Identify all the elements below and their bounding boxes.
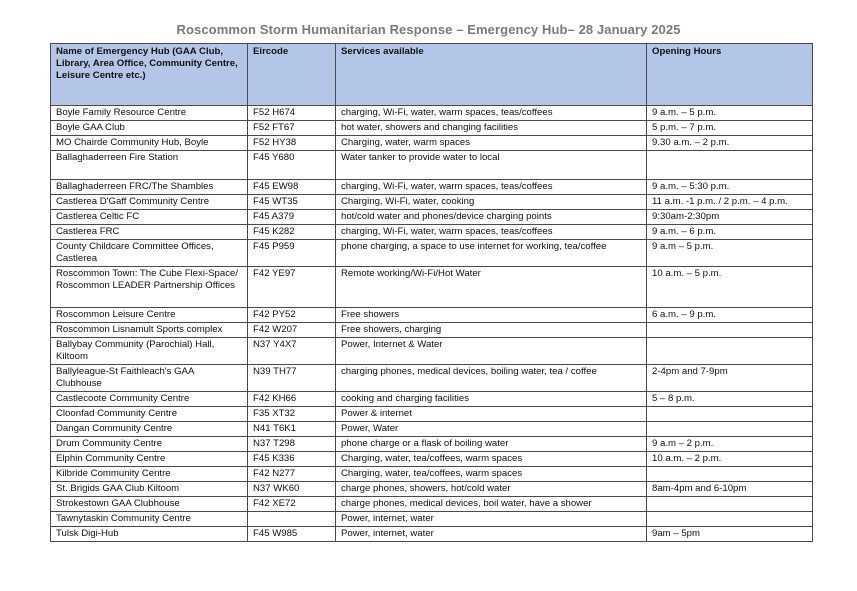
hub-name-cell: Ballaghaderreen FRC/The Shambles bbox=[51, 180, 248, 195]
eircode-cell: F42 PY52 bbox=[248, 308, 336, 323]
eircode-cell: F42 YE97 bbox=[248, 267, 336, 308]
opening-hours-cell bbox=[647, 497, 813, 512]
services-cell: Free showers, charging bbox=[336, 323, 647, 338]
table-row bbox=[51, 512, 813, 527]
table-row bbox=[51, 240, 813, 267]
hub-name-cell: MO Chairde Community Hub, Boyle bbox=[51, 136, 248, 151]
services-cell: Power & internet bbox=[336, 407, 647, 422]
table-row bbox=[51, 323, 813, 338]
services-cell: Power, internet, water bbox=[336, 527, 647, 542]
hub-name-cell: Castlerea FRC bbox=[51, 225, 248, 240]
opening-hours-cell: 8am-4pm and 6-10pm bbox=[647, 482, 813, 497]
services-cell: charging phones, medical devices, boiling water, tea / coffee bbox=[336, 365, 647, 392]
opening-hours-cell bbox=[647, 338, 813, 365]
header-opening-hours: Opening Hours bbox=[647, 44, 813, 106]
opening-hours-cell: 9 a.m – 5 p.m. bbox=[647, 240, 813, 267]
table-row bbox=[51, 267, 813, 308]
table-body bbox=[51, 106, 813, 542]
hub-name-cell: St. Brigids GAA Club Kiltoom bbox=[51, 482, 248, 497]
table-row bbox=[51, 497, 813, 512]
table-row bbox=[51, 210, 813, 225]
services-cell: phone charging, a space to use internet for working, tea/coffee bbox=[336, 240, 647, 267]
services-cell: hot water, showers and changing facilities bbox=[336, 121, 647, 136]
table-row bbox=[51, 527, 813, 542]
eircode-cell: F35 XT32 bbox=[248, 407, 336, 422]
hub-name-cell: Drum Community Centre bbox=[51, 437, 248, 452]
services-cell: Water tanker to provide water to local bbox=[336, 151, 647, 180]
opening-hours-cell bbox=[647, 512, 813, 527]
opening-hours-cell: 10 a.m. – 2 p.m. bbox=[647, 452, 813, 467]
services-cell: Remote working/Wi-Fi/Hot Water bbox=[336, 267, 647, 308]
hub-name-cell: Boyle Family Resource Centre bbox=[51, 106, 248, 121]
eircode-cell: F52 H674 bbox=[248, 106, 336, 121]
table-row bbox=[51, 195, 813, 210]
table-row bbox=[51, 437, 813, 452]
hub-name-cell: Elphin Community Centre bbox=[51, 452, 248, 467]
eircode-cell: F45 EW98 bbox=[248, 180, 336, 195]
services-cell: Charging, water, warm spaces bbox=[336, 136, 647, 151]
hub-name-cell: Cloonfad Community Centre bbox=[51, 407, 248, 422]
services-cell: charging, Wi-Fi, water, warm spaces, teas/coffees bbox=[336, 225, 647, 240]
hub-name-cell: Dangan Community Centre bbox=[51, 422, 248, 437]
eircode-cell: F42 XE72 bbox=[248, 497, 336, 512]
eircode-cell: F45 WT35 bbox=[248, 195, 336, 210]
opening-hours-cell: 9am – 5pm bbox=[647, 527, 813, 542]
table-header bbox=[51, 44, 813, 106]
eircode-cell: N39 TH77 bbox=[248, 365, 336, 392]
opening-hours-cell: 6 a.m. – 9 p.m. bbox=[647, 308, 813, 323]
services-cell: charge phones, showers, hot/cold water bbox=[336, 482, 647, 497]
eircode-cell: F42 W207 bbox=[248, 323, 336, 338]
hub-name-cell: Ballyleague-St Faithleach's GAA Clubhouse bbox=[51, 365, 248, 392]
hub-name-cell: Boyle GAA Club bbox=[51, 121, 248, 136]
table-row bbox=[51, 136, 813, 151]
opening-hours-cell: 2-4pm and 7-9pm bbox=[647, 365, 813, 392]
table-row bbox=[51, 308, 813, 323]
opening-hours-cell: 5 – 8 p.m. bbox=[647, 392, 813, 407]
hub-name-cell: Strokestown GAA Clubhouse bbox=[51, 497, 248, 512]
table-row bbox=[51, 365, 813, 392]
services-cell: hot/cold water and phones/device charging points bbox=[336, 210, 647, 225]
table-row bbox=[51, 467, 813, 482]
hub-name-cell: Castlerea Celtic FC bbox=[51, 210, 248, 225]
hub-name-cell: Kilbride Community Centre bbox=[51, 467, 248, 482]
table-row bbox=[51, 121, 813, 136]
eircode-cell: N37 T298 bbox=[248, 437, 336, 452]
opening-hours-cell: 9 a.m. – 5 p.m. bbox=[647, 106, 813, 121]
eircode-cell: F45 K336 bbox=[248, 452, 336, 467]
opening-hours-cell bbox=[647, 467, 813, 482]
header-eircode: Eircode bbox=[248, 44, 336, 106]
header-hub-name: Name of Emergency Hub (GAA Club, Library, Area Office, Community Centre, Leisure Centre etc.) bbox=[51, 44, 248, 106]
services-cell: Free showers bbox=[336, 308, 647, 323]
hub-name-cell: Castlecoote Community Centre bbox=[51, 392, 248, 407]
eircode-cell: F45 Y680 bbox=[248, 151, 336, 180]
eircode-cell: F45 P959 bbox=[248, 240, 336, 267]
opening-hours-cell: 10 a.m. – 5 p.m. bbox=[647, 267, 813, 308]
hub-name-cell: Ballaghaderreen Fire Station bbox=[51, 151, 248, 180]
hub-name-cell: Roscommon Lisnamult Sports complex bbox=[51, 323, 248, 338]
eircode-cell: F45 W985 bbox=[248, 527, 336, 542]
opening-hours-cell: 9.30 a.m. – 2 p.m. bbox=[647, 136, 813, 151]
eircode-cell: N41 T6K1 bbox=[248, 422, 336, 437]
document-title: Roscommon Storm Humanitarian Response – Emergency Hub– 28 January 2025 bbox=[176, 22, 681, 37]
table-row bbox=[51, 338, 813, 365]
eircode-cell: F52 HY38 bbox=[248, 136, 336, 151]
table-row bbox=[51, 180, 813, 195]
hub-name-cell: Castlerea D'Gaff Community Centre bbox=[51, 195, 248, 210]
eircode-cell: N37 Y4X7 bbox=[248, 338, 336, 365]
services-cell: charging, Wi-Fi, water, warm spaces, teas/coffees bbox=[336, 106, 647, 121]
header-services: Services available bbox=[336, 44, 647, 106]
opening-hours-cell bbox=[647, 323, 813, 338]
eircode-cell: F42 KH66 bbox=[248, 392, 336, 407]
table-row bbox=[51, 422, 813, 437]
table-row bbox=[51, 407, 813, 422]
services-cell: phone charge or a flask of boiling water bbox=[336, 437, 647, 452]
eircode-cell: F45 K282 bbox=[248, 225, 336, 240]
hub-name-cell: Roscommon Leisure Centre bbox=[51, 308, 248, 323]
opening-hours-cell bbox=[647, 407, 813, 422]
services-cell: Power, Internet & Water bbox=[336, 338, 647, 365]
opening-hours-cell: 11 a.m. -1 p.m. / 2 p.m. – 4 p.m. bbox=[647, 195, 813, 210]
opening-hours-cell: 5 p.m. – 7 p.m. bbox=[647, 121, 813, 136]
hub-name-cell: Ballybay Community (Parochial) Hall, Kiltoom bbox=[51, 338, 248, 365]
table-row bbox=[51, 106, 813, 121]
opening-hours-cell: 9 a.m – 2 p.m. bbox=[647, 437, 813, 452]
services-cell: charging, Wi-Fi, water, warm spaces, teas/coffees bbox=[336, 180, 647, 195]
table-row bbox=[51, 225, 813, 240]
header-row bbox=[51, 44, 813, 106]
eircode-cell: F52 FT67 bbox=[248, 121, 336, 136]
table-row bbox=[51, 482, 813, 497]
table-row bbox=[51, 392, 813, 407]
hub-name-cell: County Childcare Committee Offices, Castlerea bbox=[51, 240, 248, 267]
eircode-cell: F45 A379 bbox=[248, 210, 336, 225]
opening-hours-cell: 9 a.m. – 6 p.m. bbox=[647, 225, 813, 240]
eircode-cell: N37 WK60 bbox=[248, 482, 336, 497]
table-row bbox=[51, 452, 813, 467]
table-row bbox=[51, 151, 813, 180]
services-cell: Charging, water, tea/coffees, warm spaces bbox=[336, 452, 647, 467]
services-cell: Charging, water, tea/coffees, warm spaces bbox=[336, 467, 647, 482]
services-cell: Charging, Wi-Fi, water, cooking bbox=[336, 195, 647, 210]
eircode-cell bbox=[248, 512, 336, 527]
services-cell: cooking and charging facilities bbox=[336, 392, 647, 407]
opening-hours-cell bbox=[647, 151, 813, 180]
hub-name-cell: Roscommon Town: The Cube Flexi-Space/ Roscommon LEADER Partnership Offices bbox=[51, 267, 248, 308]
services-cell: Power, internet, water bbox=[336, 512, 647, 527]
eircode-cell: F42 N277 bbox=[248, 467, 336, 482]
opening-hours-cell: 9:30am-2:30pm bbox=[647, 210, 813, 225]
opening-hours-cell bbox=[647, 422, 813, 437]
emergency-hub-table bbox=[50, 43, 813, 542]
services-cell: charge phones, medical devices, boil water, have a shower bbox=[336, 497, 647, 512]
hub-name-cell: Tawnytaskin Community Centre bbox=[51, 512, 248, 527]
hub-name-cell: Tulsk Digi-Hub bbox=[51, 527, 248, 542]
opening-hours-cell: 9 a.m. – 5:30 p.m. bbox=[647, 180, 813, 195]
services-cell: Power, Water bbox=[336, 422, 647, 437]
